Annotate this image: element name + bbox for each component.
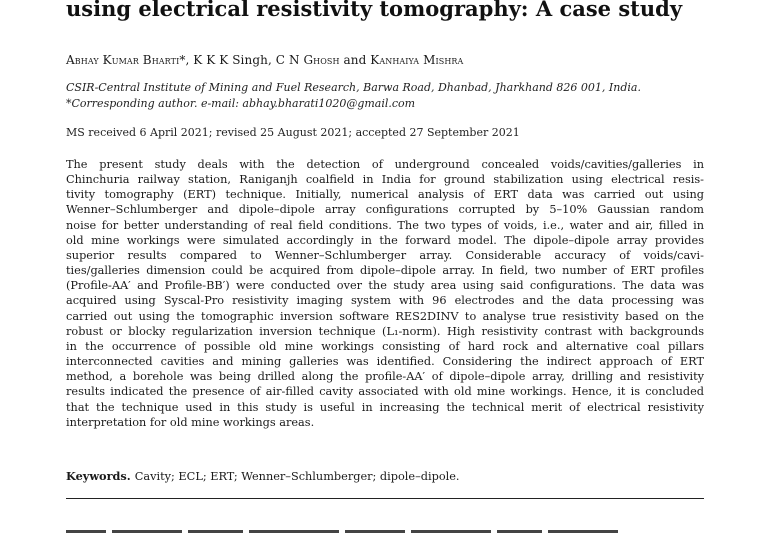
- keywords-label: Keywords.: [66, 469, 131, 483]
- abstract-line: ties/galleries dimension could be acquired from dipole–dipole array. In field, two number of ERT profiles: [66, 264, 704, 278]
- abstract-line: that the technique used in this study is useful in increasing the technical merit of electrical resistivity: [66, 400, 704, 414]
- text-fragment: [188, 530, 243, 533]
- abstract-line: acquired using Syscal-Pro resistivity imaging system with 96 electrodes and the data processing was: [66, 294, 704, 308]
- affiliation-block: [66, 80, 641, 112]
- abstract-line: interpretation for old mine workings areas.: [66, 415, 315, 429]
- section-divider: [66, 498, 704, 499]
- text-fragment: [411, 530, 491, 533]
- text-fragment: [66, 530, 106, 533]
- abstract-line: The present study deals with the detection of underground concealed voids/cavities/galleries in: [66, 158, 704, 171]
- corresponding-mark: *: [179, 53, 186, 67]
- keywords-text: Cavity; ECL; ERT; Wenner–Schlumberger; dipole–dipole.: [134, 470, 460, 483]
- text-fragment: [497, 530, 542, 533]
- abstract-line: carried out using the tomographic inversion software RES2DINV to analyse true resistivity based on the: [66, 309, 704, 323]
- abstract-line: results indicated the presence of air-filled cavity associated with old mine workings. Hence, it is concluded: [66, 385, 704, 399]
- author-name: Kanhaiya Mishra: [370, 53, 464, 67]
- abstract-line: Chinchuria railway station, Raniganjh coalfield in India for ground stabilization using electrical resis-: [66, 173, 704, 187]
- affiliation: CSIR-Central Institute of Mining and Fuel Research, Barwa Road, Dhanbad, Jharkhand 826 001, India.: [66, 81, 641, 94]
- author-separator: ,: [185, 53, 194, 67]
- received-dates: MS received 6 April 2021; revised 25 August 2021; accepted 27 September 2021: [66, 126, 520, 139]
- text-fragment: [112, 530, 182, 533]
- abstract-line: noise for better understanding of real field conditions. The two types of voids, i.e., water and air, filled in: [66, 218, 704, 232]
- abstract-line: method, a borehole was being drilled along the profile-AA′ of dipole–dipole array, drilling and resistivity: [66, 370, 704, 384]
- abstract-line: (Profile-AA′ and Profile-BB′) were conducted over the study area using said configurations. The data was: [66, 279, 704, 293]
- author-conjunction: and: [339, 53, 371, 67]
- author-name: Abhay Kumar Bharti: [66, 53, 180, 67]
- text-fragment: [548, 530, 618, 533]
- text-fragment: [249, 530, 339, 533]
- text-fragment: [345, 530, 405, 533]
- paper-title: using electrical resistivity tomography: A case study: [66, 0, 683, 21]
- author-list: [66, 52, 463, 68]
- keywords-line: [66, 468, 460, 485]
- next-text-fragment: [66, 530, 704, 540]
- abstract-line: tivity tomography (ERT) technique. Initially, numerical analysis of ERT data was carried out using: [66, 188, 704, 202]
- abstract-line: old mine workings were simulated accordingly in the forward model. The dipole–dipole array provides: [66, 233, 704, 247]
- abstract-line: superior results compared to Wenner–Schlumberger array. Considerable accuracy of voids/cavi-: [66, 248, 704, 262]
- abstract-line: Wenner–Schlumberger and dipole–dipole array configurations corrupted by 5–10% Gaussian random: [66, 203, 704, 217]
- author-name: K K K Singh: [193, 53, 268, 67]
- abstract-line: robust or blocky regularization inversion technique (L₁-norm). High resistivity contrast with backgrounds: [66, 324, 704, 338]
- author-separator: ,: [267, 53, 276, 67]
- author-name: C N Ghosh: [275, 53, 340, 67]
- abstract-line: in the occurrence of possible old mine workings consisting of hard rock and alternative coal pillars: [66, 339, 704, 353]
- abstract-line: interconnected cavities and mining galleries was identified. Considering the indirect approach of ERT: [66, 355, 704, 369]
- corresponding-author: *Corresponding author. e-mail: abhay.bharati1020@gmail.com: [66, 97, 416, 110]
- abstract: [66, 157, 704, 430]
